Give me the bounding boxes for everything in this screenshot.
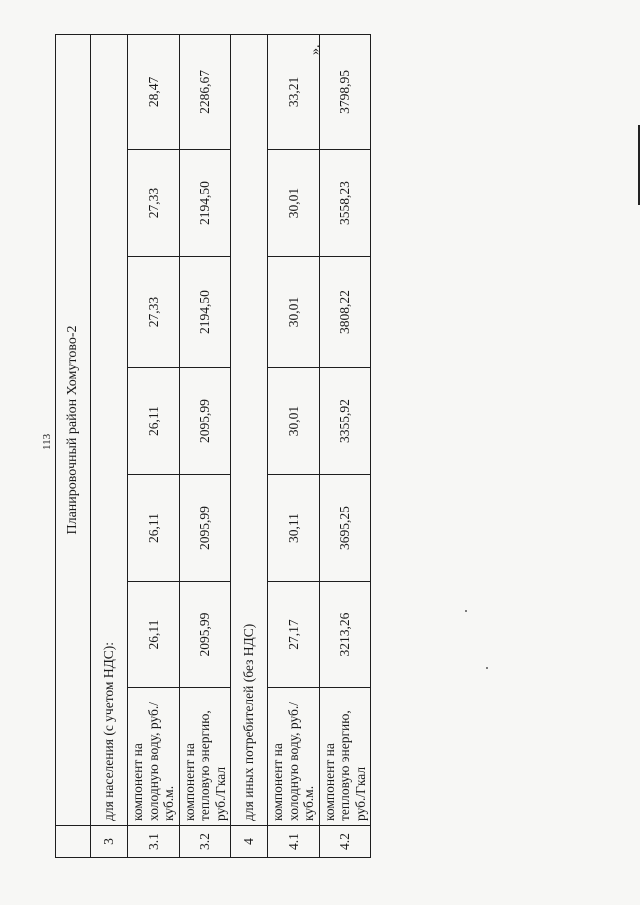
value-cell: 30,01	[268, 150, 320, 257]
value-cell: 2095,99	[179, 475, 231, 582]
empty-cell	[56, 826, 91, 858]
row-label: компонент на тепловую энергию, руб./Гкал	[319, 688, 371, 826]
page-number: 113	[41, 433, 53, 450]
value-cell: 3558,23	[319, 150, 371, 257]
value-cell: 2286,67	[179, 34, 231, 149]
value-cell: 26,11	[128, 582, 180, 688]
value-cell: 2095,99	[179, 582, 231, 688]
row-number: 4.2	[319, 826, 371, 858]
section-label: для населения (с учетом НДС):	[91, 34, 128, 825]
value-cell: 3695,25	[319, 475, 371, 582]
value-cell: 27,33	[128, 150, 180, 257]
table-row	[319, 34, 371, 857]
tariff-table	[55, 35, 368, 858]
value-cell: 3213,26	[319, 582, 371, 688]
row-number: 4.1	[268, 826, 320, 858]
value-cell: 28,47	[128, 34, 180, 149]
value-cell: 30,01	[268, 368, 320, 475]
region-title-row	[56, 34, 91, 857]
scan-speck	[465, 610, 467, 612]
row-label: компонент на тепловую энергию, руб./Гкал	[179, 688, 231, 826]
value-cell: 3808,22	[319, 257, 371, 368]
value-cell: 2194,50	[179, 150, 231, 257]
value-cell: 3798,95	[319, 34, 371, 149]
value-cell: 26,11	[128, 368, 180, 475]
table-row	[179, 34, 231, 857]
value-cell: 27,17	[268, 582, 320, 688]
value-cell: 26,11	[128, 475, 180, 582]
row-number: 3.1	[128, 826, 180, 858]
scan-speck	[486, 667, 488, 669]
value-cell: 30,01	[268, 257, 320, 368]
value-cell: 27,33	[128, 257, 180, 368]
region-title: Планировочный район Хомутово-2	[56, 34, 91, 825]
row-number: 4	[231, 826, 268, 858]
row-label: компонент на холодную воду, руб./куб.м.	[268, 688, 320, 826]
table-row	[128, 34, 180, 857]
section-label: для иных потребителей (без НДС)	[231, 34, 268, 825]
section-row	[231, 34, 268, 857]
value-cell: 2095,99	[179, 368, 231, 475]
row-number: 3.2	[179, 826, 231, 858]
section-row	[91, 34, 128, 857]
value-cell: 3355,92	[319, 368, 371, 475]
closing-quote-mark: ».	[308, 44, 323, 55]
value-cell: 2194,50	[179, 257, 231, 368]
row-number: 3	[91, 826, 128, 858]
value-cell: 30,11	[268, 475, 320, 582]
row-label: компонент на холодную воду, руб./куб.м.	[128, 688, 180, 826]
table-row	[268, 34, 320, 857]
value-cell: 33,21	[268, 34, 320, 149]
